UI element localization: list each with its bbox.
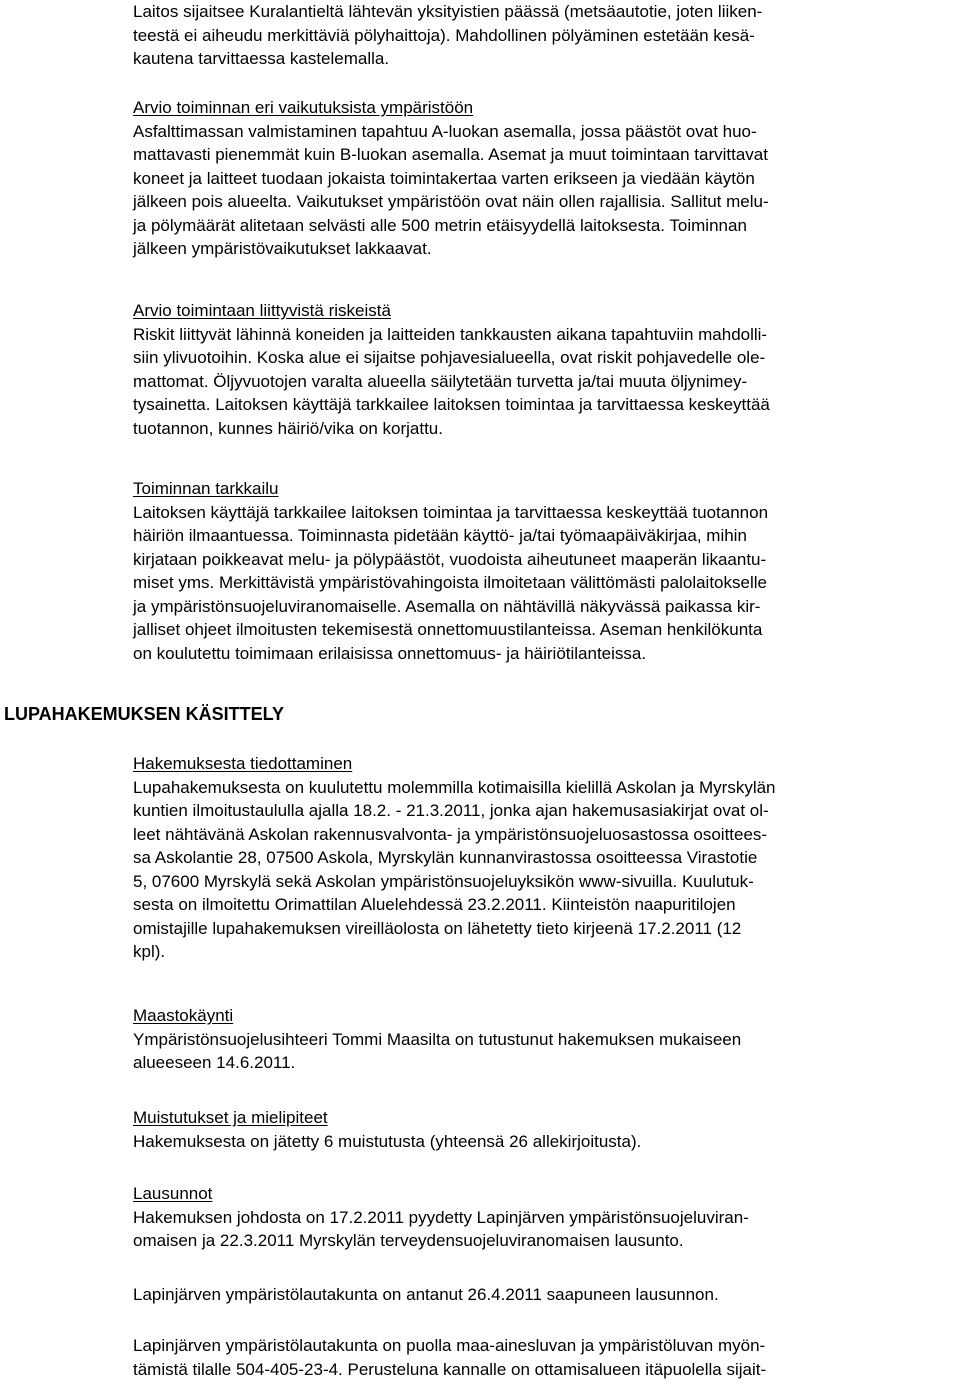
text-line: 5, 07600 Myrskylä sekä Askolan ympäristönsuojeluyksikön www-sivuilla. Kuulutuk- (133, 871, 754, 891)
text-line: kuntien ilmoitustaululla ajalla 18.2. - 21.3.2011, jonka ajan hakemusasiakirjat ovat ol- (133, 801, 769, 820)
text-line: tysainetta. Laitoksen käyttäjä tarkkailee laitoksen toimintaa ja tarvittaessa keskeyttää (133, 395, 770, 414)
text-line: omistajille lupahakemuksen vireilläolosta on lähetetty tieto kirjeenä 17.2.2011 (12 (133, 918, 742, 938)
risks-section (133, 299, 960, 440)
text-line: häiriön ilmaantuessa. Toiminnasta pidetään käyttö- ja/tai työmaapäiväkirjaa, mihin (133, 526, 747, 545)
section-heading: Hakemuksesta tiedottaminen (133, 754, 353, 773)
text-line: Lapinjärven ympäristölautakunta on puolla maa-ainesluvan ja ympäristöluvan myön- (133, 1336, 766, 1355)
statement-received-paragraph (133, 1283, 960, 1307)
text-line: siin ylivuotoihin. Koska alue ei sijaitse pohjavesialueella, ovat riskit pohjavedelle ole- (133, 348, 766, 367)
text-line: miset yms. Merkittävistä ympäristövahingoista ilmoitetaan välittömästi palolaitokselle (133, 573, 767, 592)
text-line: koneet ja laitteet tuodaan jokaista toimintakertaa varten erikseen ja viedään käytön (133, 168, 755, 188)
text-line: omaisen ja 22.3.2011 Myrskylän terveydensuojeluviranomaisen lausunto. (133, 1231, 684, 1250)
environmental-effects-section (133, 96, 960, 261)
statements-section (133, 1182, 960, 1253)
text-line: sesta on ilmoitettu Orimattilan Aluelehdessä 23.2.2011. Kiinteistön naapuritilojen (133, 895, 736, 914)
text-line: Asfalttimassan valmistaminen tapahtuu A-luokan asemalla, jossa päästöt ovat huo- (133, 121, 757, 141)
monitoring-section (133, 477, 960, 665)
objections-section (133, 1106, 960, 1153)
text-line: Riskit liittyvät lähinnä koneiden ja laitteiden tankkausten aikana tapahtuviin mahdolli- (133, 324, 768, 344)
text-line: teestä ei aiheudu merkittäviä pölyhaittoja). Mahdollinen pölyäminen estetään kesä- (133, 25, 755, 45)
text-line: jälkeen pois alueelta. Vaikutukset ympäristöön ovat näin ollen rajallisia. Sallitut melu- (133, 192, 769, 211)
text-line: mattomat. Öljyvuotojen varalta alueella säilytetään turvetta ja/tai muuta öljynimey- (133, 371, 748, 391)
section-heading: Arvio toimintaan liittyvistä riskeistä (133, 301, 391, 320)
section-heading: Muistutukset ja mielipiteet (133, 1108, 328, 1127)
text-line: jalliset ohjeet ilmoitusten tekemisestä onnettomuustilanteissa. Aseman henkilökunta (133, 620, 763, 639)
text-line: jälkeen ympäristövaikutukset lakkaavat. (133, 239, 432, 258)
site-visit-section (133, 1004, 960, 1075)
text-line: Laitos sijaitsee Kuralantieltä lähtevän yksityistien päässä (metsäautotie, joten liiken- (133, 2, 763, 21)
text-line: Hakemuksesta on jätetty 6 muistutusta (yhteensä 26 allekirjoitusta). (133, 1131, 642, 1151)
notification-section (133, 752, 960, 964)
section-heading: Maastokäynti (133, 1006, 234, 1025)
text-line: Lapinjärven ympäristölautakunta on antanut 26.4.2011 saapuneen lausunnon. (133, 1285, 719, 1304)
text-line: ja ympäristönsuojeluviranomaiselle. Asemalla on nähtävillä näkyvässä paikassa kir- (133, 596, 761, 616)
text-line: kautena tarvittaessa kastelemalla. (133, 49, 390, 68)
section-heading: Arvio toiminnan eri vaikutuksista ympäristöön (133, 98, 474, 117)
text-line: sa Askolantie 28, 07500 Askola, Myrskylän kunnanvirastossa osoitteessa Virastotie (133, 848, 758, 867)
main-heading: LUPAHAKEMUKSEN KÄSITTELY (4, 704, 285, 724)
text-line: kpl). (133, 942, 166, 961)
text-line: tämistä tilalle 504-405-23-4. Perusteluna kannalle on ottamisalueen itäpuolella sijait- (133, 1359, 767, 1379)
section-heading: Lausunnot (133, 1184, 213, 1203)
statement-content-paragraph (133, 1334, 960, 1381)
text-line: mattavasti pienemmät kuin B-luokan asemalla. Asemat ja muut toimintaan tarvittavat (133, 145, 768, 164)
text-line: Laitoksen käyttäjä tarkkailee laitoksen toimintaa ja tarvittaessa keskeyttää tuotannon (133, 502, 769, 522)
text-line: Hakemuksen johdosta on 17.2.2011 pyydetty Lapinjärven ympäristönsuojeluviran- (133, 1207, 749, 1227)
text-line: kirjataan poikkeavat melu- ja pölypäästöt, vuodoista aiheutuneet maaperän likaantu- (133, 549, 767, 569)
text-line: Lupahakemuksesta on kuulutettu molemmilla kotimaisilla kielillä Askolan ja Myrskylän (133, 777, 776, 797)
text-line: ja pölymäärät alitetaan selvästi alle 500 metrin etäisyydellä laitoksesta. Toiminnan (133, 215, 747, 235)
intro-paragraph (133, 0, 960, 71)
text-line: alueeseen 14.6.2011. (133, 1053, 296, 1072)
text-line: leet nähtävänä Askolan rakennusvalvonta- ja ympäristönsuojeluosastossa osoittees- (133, 824, 768, 844)
text-line: tuotannon, kunnes häiriö/vika on korjattu. (133, 418, 443, 438)
section-heading: Toiminnan tarkkailu (133, 479, 279, 498)
text-line: on koulutettu toimimaan erilaisissa onnettomuus- ja häiriötilanteissa. (133, 643, 647, 663)
text-line: Ympäristönsuojelusihteeri Tommi Maasilta on tutustunut hakemuksen mukaiseen (133, 1029, 742, 1049)
